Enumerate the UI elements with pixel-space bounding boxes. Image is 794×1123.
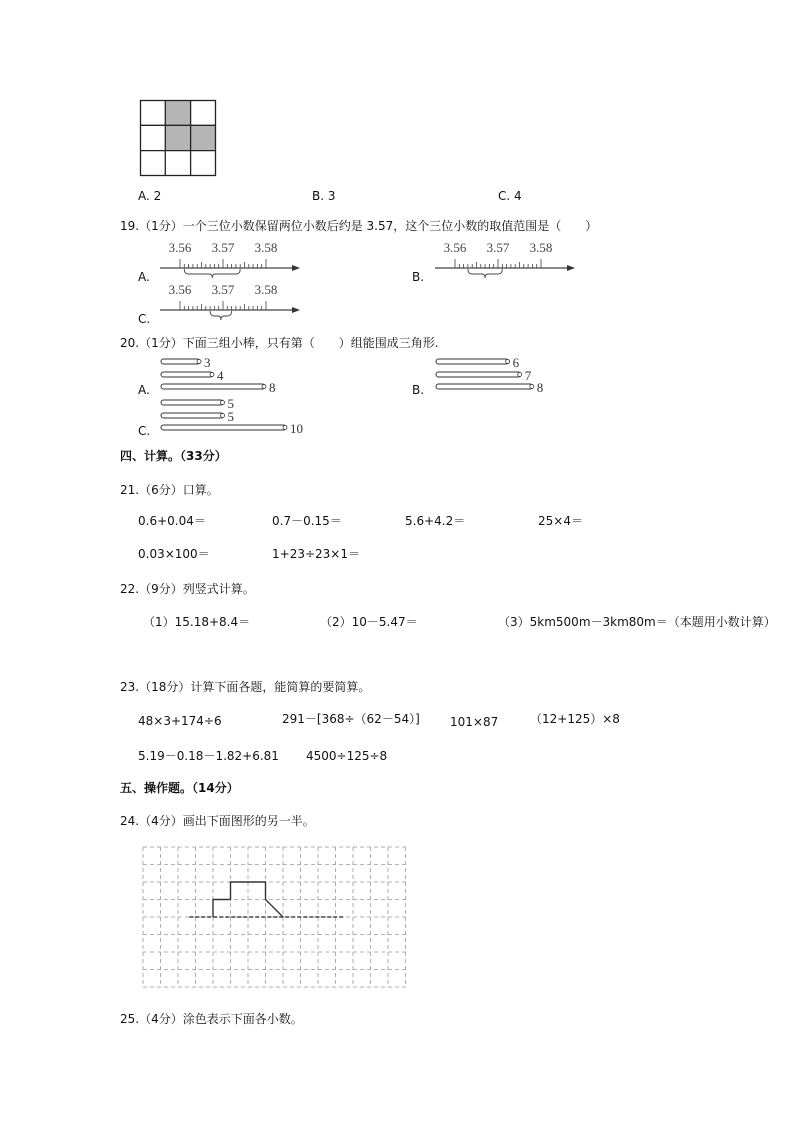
stick [435,367,550,383]
tick-label: 3.56 [443,240,467,255]
stick [160,408,253,424]
q20-question: 20.（1分）下面三组小棒，只有第（ ）组能围成三角形. [120,336,439,350]
stick-length-label: 7 [524,367,532,383]
tick-label: 3.58 [529,240,553,255]
q19-label-c: C. [138,312,151,326]
stick-length-label: 10 [290,421,303,436]
stick [160,398,253,410]
q21-item: 1+23÷23×1＝ [272,547,360,561]
q23-item: 101×87 [450,715,499,729]
tick-label: 3.57 [211,240,235,255]
section-4-heading: 四、计算。（33分） [120,449,227,463]
brace [184,269,240,278]
arrow-icon [292,307,300,313]
stick [160,367,242,383]
q20-label: C. [138,424,151,438]
q23-item: 48×3+174÷6 [138,714,222,728]
q21-item: 0.03×100＝ [138,547,210,561]
tick-label: 3.56 [168,240,192,255]
q18-option-b[interactable]: B. 3 [312,189,336,203]
stick [435,382,562,394]
q22-item: （2）10－5.47＝ [320,615,418,629]
stick-length-label: 5 [227,408,234,424]
q20-label: A. [138,383,150,397]
q24-question: 24.（4分）画出下面图形的另一半。 [120,814,315,828]
q21-item: 0.6+0.04＝ [138,514,206,528]
q23-item: 291－[368÷（62－54）] [282,712,420,726]
arrow-icon [567,265,575,271]
q19-number-line-a[interactable] [160,240,300,283]
q18-grid-figure [140,100,217,176]
q19-label-b: B. [412,270,425,284]
brace [468,269,502,278]
q21-item: 0.7－0.15＝ [272,514,342,528]
section-5-heading: 五、操作题。（14分） [120,781,239,795]
stick-length-label: 4 [217,367,224,383]
q19-label-a: A. [138,270,150,284]
q25-question: 25.（4分）涂色表示下面各小数。 [120,1012,303,1026]
q18-option-a[interactable]: A. 2 [138,189,162,203]
q21-question: 21.（6分）口算。 [120,483,219,497]
stick-length-label: 5 [227,396,234,411]
stick [160,382,294,394]
tick-label: 3.58 [254,240,278,255]
q22-item: （3）5km500m－3km80m＝（本题用小数计算） [498,615,776,629]
stick-length-label: 6 [512,355,520,370]
q23-item: （12+125）×8 [530,712,620,726]
q23-item: 4500÷125÷8 [306,749,388,763]
brace [210,311,232,320]
q20-label: B. [412,383,425,397]
arrow-icon [292,265,300,271]
q22-question: 22.（9分）列竖式计算。 [120,582,255,596]
q24-dashed-grid-figure[interactable] [142,846,406,988]
stick-length-label: 3 [204,355,211,370]
tick-label: 3.57 [211,282,235,297]
q21-item: 5.6+4.2＝ [405,514,466,528]
q19-number-line-b[interactable] [435,240,575,283]
stick-length-label: 8 [269,380,276,395]
q23-question: 23.（18分）计算下面各题，能简算的要简算。 [120,680,371,694]
q19-question: 19.（1分）一个三位小数保留两位小数后约是 3.57，这个三位小数的取值范围是（ ） [120,219,598,233]
q23-item: 5.19－0.18－1.82+6.81 [138,749,279,763]
q18-option-c[interactable]: C. 4 [498,189,522,203]
q19-number-line-c[interactable] [160,282,300,325]
tick-label: 3.56 [168,282,192,297]
stick [160,423,315,435]
tick-label: 3.57 [486,240,510,255]
q22-item: （1）15.18+8.4＝ [143,615,251,629]
q21-item: 25×4＝ [538,514,583,528]
tick-label: 3.58 [254,282,278,297]
stick [435,357,538,369]
stick-length-label: 8 [536,380,544,395]
